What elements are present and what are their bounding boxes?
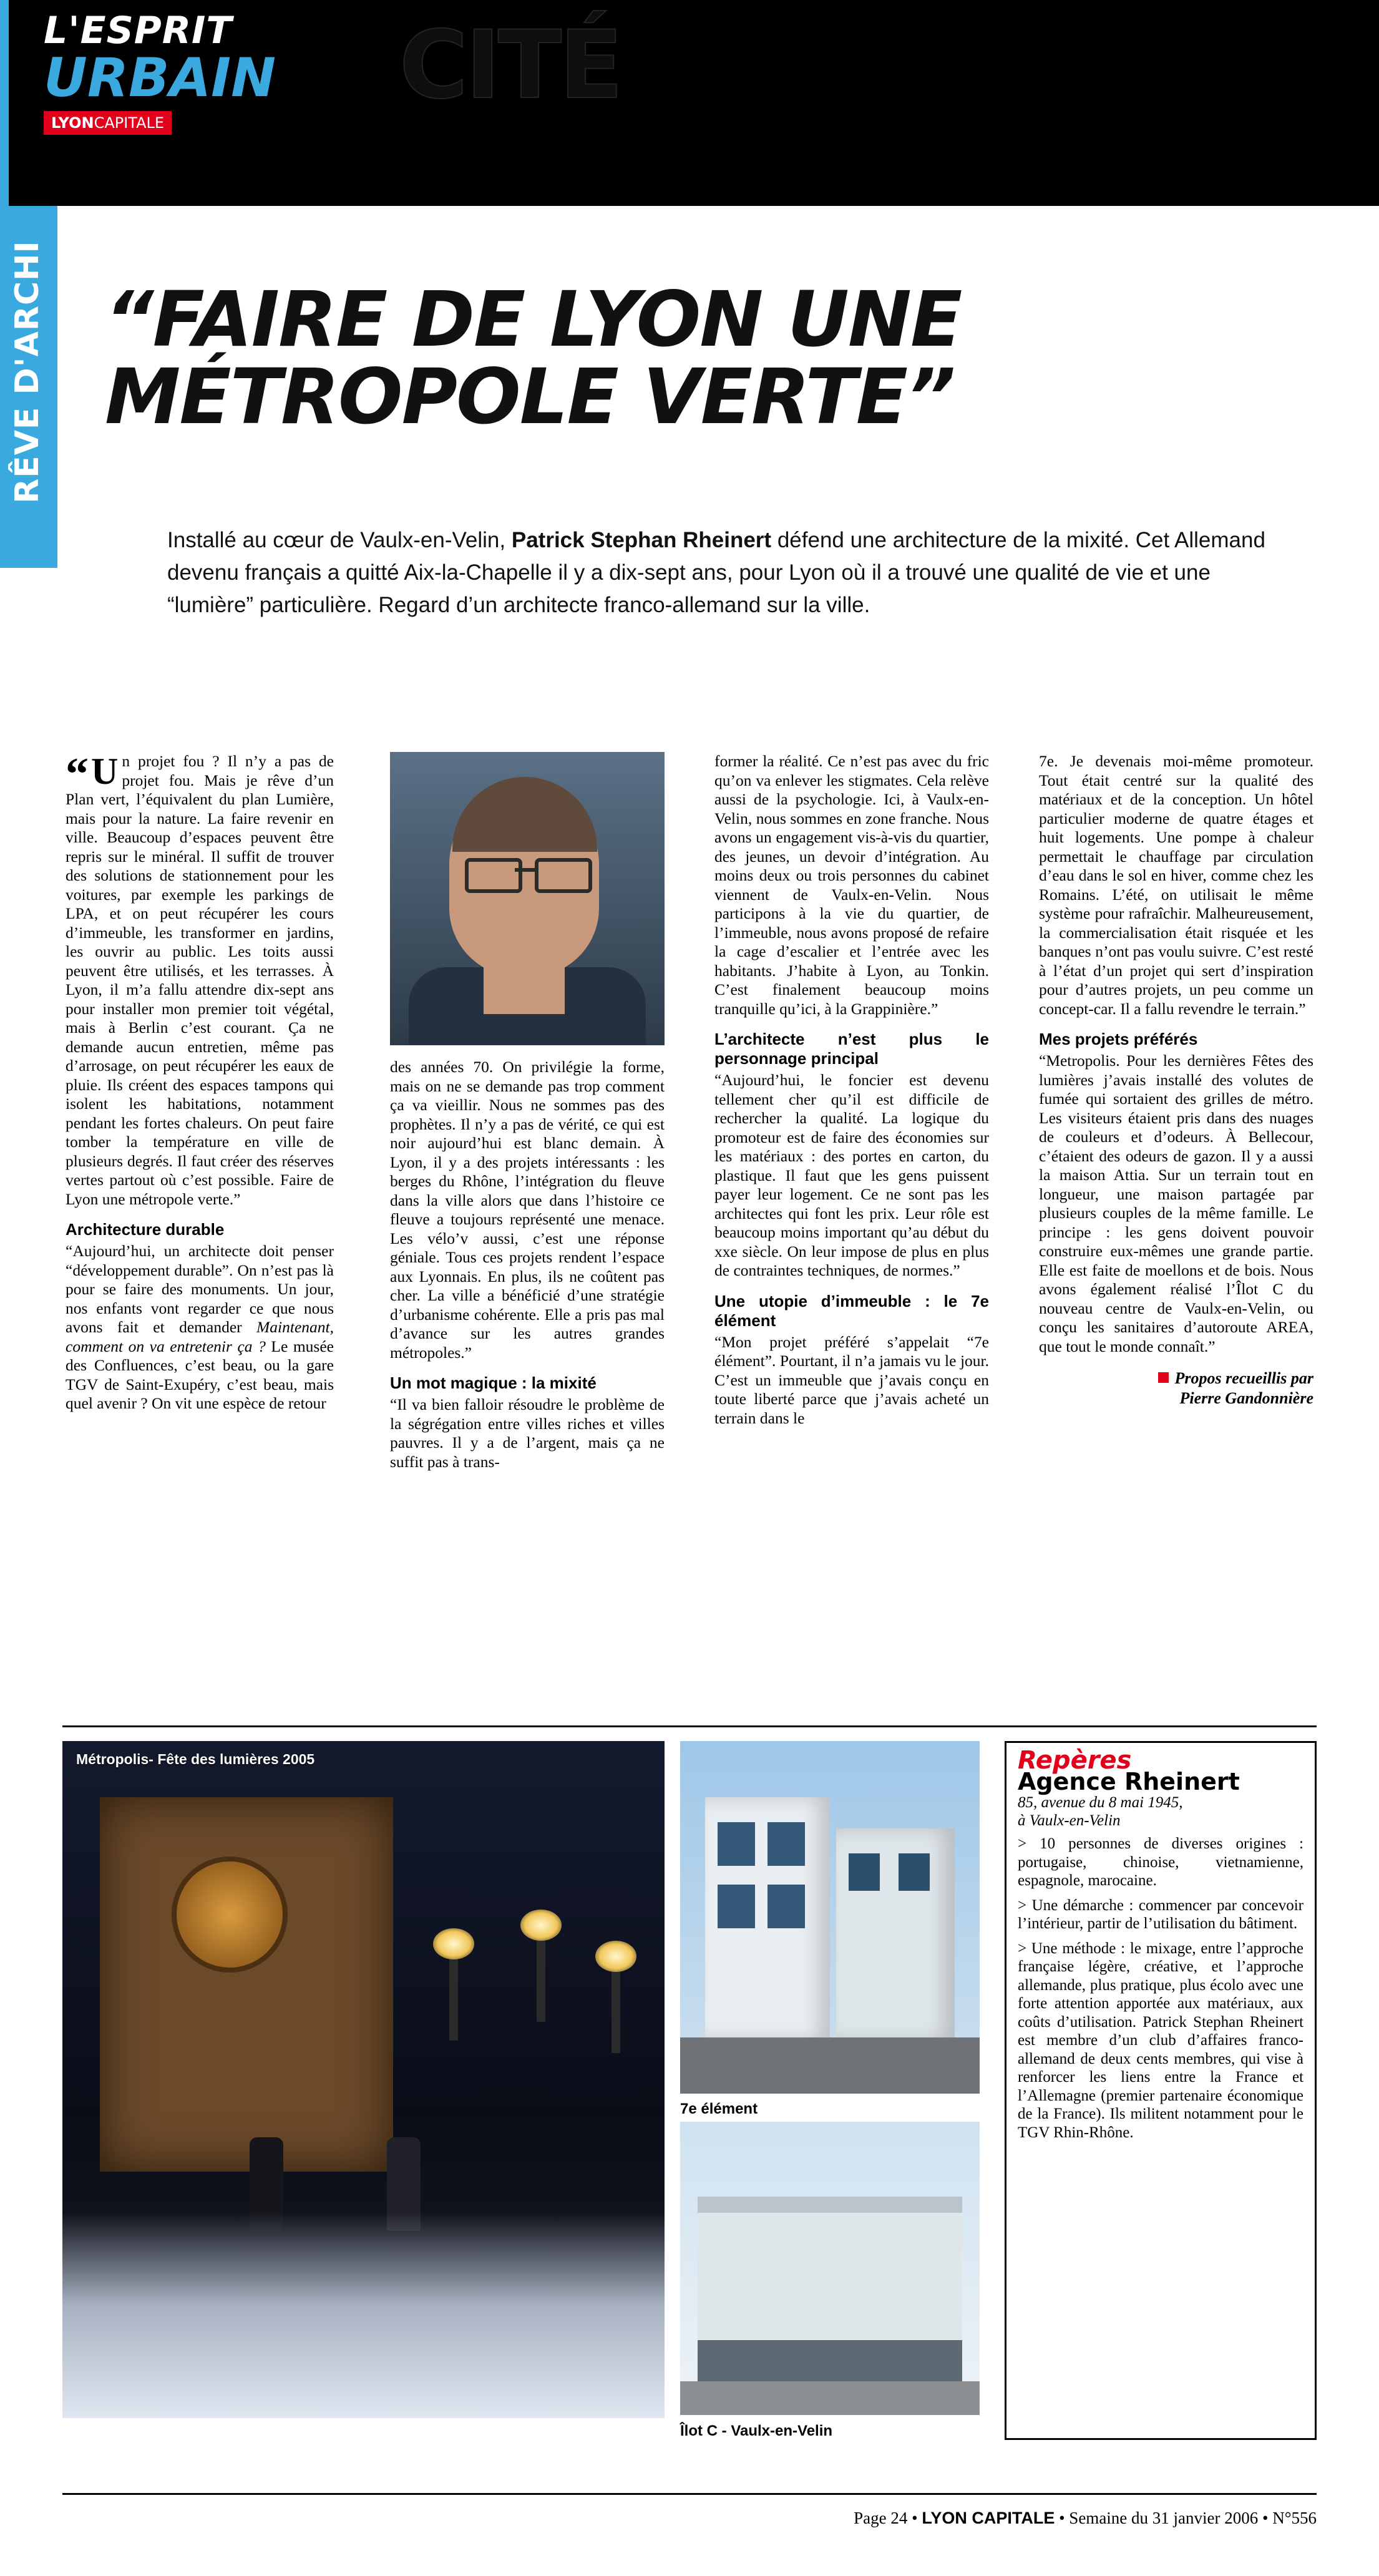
paragraph: former la réalité. Ce n’est pas avec du fric qu’on va enlever les stigmates. Cela relève aussi de la psychologie. Ici, à Vaulx-en-Velin, nous sommes en zone franche. Nous avons un engagement vis-à-vis du quartier, des jeunes, un devoir d’intégration. Au moins deux ou trois personnes du cabinet viennent de Vaulx-en-Velin. Nous participons à la vie du quartier, de l’immeuble, nous avons proposé de refaire la cage d’escalier et l’entrée avec les habitants. J’habite à Lyon, au Tonkin. C’est finalement beaucoup moins tranquille qu’ici, à la Grappinière.” [714, 752, 989, 1018]
column-3 [714, 752, 989, 1428]
photo-caption-7e-element: 7e élément [680, 2100, 758, 2117]
reperes-item: > Une méthode : le mixage, entre l’approche française légère, créative, et l’approche allemande, plus pratique, plus écolo avec une forte attention apportée aux matériaux, aux coûts d’utilisation. Patrick Stephan Rheinert est membre d’un club d’affaires franco-allemand de deux cents membres, qui vise à renforcer les liens entre la France et l’Allemagne (premier partenaire économique de la France). Ils militent notamment pour le TGV Rhin-Rhône. [1018, 1939, 1303, 2141]
column-1-opening [66, 749, 334, 1209]
paragraph-text-2: Le musée des Confluences, c’est beau, ou la gare TGV de Saint-Exupéry, c’est beau, mais quel avenir ? On vit une espèce de retour [66, 1337, 334, 1412]
masthead-blue-edge [0, 0, 9, 206]
photo-metropolis [62, 1741, 665, 2418]
subheading: Architecture durable [66, 1220, 225, 1239]
column-4 [1039, 752, 1313, 1408]
drop-cap: U [91, 751, 119, 792]
divider [62, 1725, 1317, 1727]
paragraph: “Metropolis. Pour les dernières Fêtes des lumières j’avais installé des volutes de fumée qui sortaient des grilles de métro. Les visiteurs étaient pris dans des nuages de couleurs et d’odeurs. À Bellecour, c’étaient des odeurs de gazon. Il y a aussi la maison Attia. Sur un terrain tout en longueur, une maison partagée par plusieurs couples de la même famille. Le principe : les gens doivent pouvoir construire eux-mêmes une grande partie. Elle est faite de moellons et de bois. Nous avons également réalisé l’Îlot C du nouveau centre de Vaulx-en-Velin, ou conçu les sanitaires d’autoroute AREA, que tout le monde connaît.” [1039, 1051, 1313, 1355]
reperes-title: Repères [1018, 1746, 1132, 1775]
standfirst-part2: défend une architecture de la mixité. Cet Allemand devenu français a quitté Aix-la-Chapelle il y a dix-sept ans, pour Lyon où il a trouvé une qualité de vie et une “lumière” particulière. Regard d’un architecte franco-allemand sur la ville. [167, 528, 1265, 617]
footer-page: Page 24 • [854, 2509, 922, 2527]
paragraph: 7e. Je devenais moi-même promoteur. Tout était centré sur la qualité des matériaux et de la conception. Un hôtel particulier moderne de quatre étages et huit logements. Une pompe à chaleur permettait le chauffage par circulation d’eau dans le sol en hiver, comme chez les Romains. L’été, on utilisait le même système pour rafraîchir. Malheureusement, la commercialisation était risquée et les banques n’ont pas voulu suivre. C’est resté à l’état d’un projet qui sert d’inspiration pour d’autres projets, un peu comme un concept-car. Il a fallu revendre le terrain.” [1039, 752, 1313, 1018]
standfirst-name: Patrick Stephan Rheinert [511, 528, 772, 552]
photo-7e-element [680, 1741, 980, 2094]
paragraph-text: “Aujourd’hui, un architecte doit penser “développement durable”. On n’est pas là pour se faire des monuments. Un jour, nos enfants vont regarder ce que nous avons fait et demander [66, 1242, 334, 1336]
sidebar-reperes [1005, 1741, 1317, 2440]
photo-caption-ilot-c: Îlot C - Vaulx-en-Velin [680, 2422, 833, 2439]
masthead-line1: L'ESPRIT [44, 9, 233, 52]
reperes-address-line2: à Vaulx-en-Velin [1018, 1812, 1121, 1829]
page-footer [0, 2509, 1379, 2528]
portrait-photo [390, 752, 665, 1045]
masthead-ghost-text: CITÉ [399, 11, 621, 120]
subheading: Un mot magique : la mixité [390, 1373, 597, 1392]
photo-caption-metropolis: Métropolis- Fête des lumières 2005 [76, 1751, 315, 1767]
byline [1039, 1368, 1313, 1408]
badge-brand: LYON [51, 114, 94, 132]
column-1 [66, 749, 334, 1413]
paragraph: “Aujourd’hui, le foncier est devenu tellement cher qu’il est difficile de rechercher la qualité. La logique du promoteur est de faire des économies sur les matériaux : des portes en carton, du plastique. Il faut que les gens puissent payer leur logement. Ce ne sont pas les architectes qui font les prix. Leur rôle est beaucoup moins important qu’au début du xxe siècle. On leur impose de plus en plus de contraintes techniques, de normes.” [714, 1071, 989, 1279]
article-columns [66, 749, 1313, 1700]
badge-suffix: CAPITALE [94, 114, 165, 132]
reperes-address [1018, 1793, 1303, 1830]
byline-line2: Pierre Gandonnière [1179, 1389, 1313, 1407]
footer-rest: • Semaine du 31 janvier 2006 • N°556 [1055, 2509, 1317, 2527]
subheading: Mes projets préférés [1039, 1030, 1198, 1048]
paragraph: “Mon projet préféré s’appelait “7e élément”. Pourtant, il n’a jamais vu le jour. C’est un immeuble que j’avais conçu en toute liberté parce que j’avais acheté un terrain dans le [714, 1332, 989, 1427]
section-rail [0, 206, 57, 568]
page-title: “FAIRE DE LYON UNE MÉTROPOLE VERTE” [105, 275, 962, 441]
reperes-address-line1: 85, avenue du 8 mai 1945, [1018, 1794, 1183, 1811]
footer-divider [62, 2493, 1317, 2495]
open-quote-mark: “ [66, 749, 89, 800]
reperes-item: > Une démarche : commencer par concevoir l’intérieur, partir de l’utilisation du bâtiment. [1018, 1896, 1303, 1932]
paragraph [66, 1242, 334, 1413]
section-rail-label: RÊVE D'ARCHI [9, 240, 46, 504]
paragraph: “Il va bien falloir résoudre le problème de la ségrégation entre villes riches et villes pauvres. Il y a de l’argent, mais ça ne suffit pas à trans- [390, 1395, 665, 1471]
column-2 [390, 1058, 665, 1471]
subheading: L’architecte n’est plus le personnage principal [714, 1030, 989, 1068]
masthead [0, 0, 1379, 206]
standfirst-part1: Installé au cœur de Vaulx-en-Velin, [167, 528, 512, 552]
paragraph-italic: Maintenant, comment on va entretenir ça ? [66, 1318, 334, 1355]
red-square-icon [1158, 1372, 1169, 1383]
paragraph: des années 70. On privilégie la forme, mais on ne se demande pas trop comment ça va vieillir. Nous ne sommes pas des prophètes. Il n’y a pas de vérité, ce qui est noir aujourd’hui est blanc demain. À Lyon, il y a des projets intéressants : les berges du Rhône, l’intégration du fleuve dans la ville alors que dans l’histoire ce fleuve a toujours représenté une menace. Les vélo’v aussi, c’est une réponse géniale. Tous ces projets rendent l’espace aux Lyonnais. En plus, ils ne coûtent pas cher. La ville a bénéficié d’une stratégie d’urbanisme cohérente. Elle a pris pas mal d’avance sur les autres grandes métropoles.” [390, 1058, 665, 1362]
subheading: Une utopie d’immeuble : le 7e élément [714, 1291, 989, 1330]
masthead-logo [44, 11, 276, 135]
photo-ilot-c [680, 2122, 980, 2415]
reperes-item: > 10 personnes de diverses origines : portugaise, chinoise, vietnamienne, espagnole, marocaine. [1018, 1835, 1303, 1889]
reperes-agency: Agence Rheinert [1018, 1767, 1240, 1795]
byline-line1: Propos recueillis par [1174, 1369, 1313, 1387]
standfirst [167, 524, 1297, 622]
masthead-line2: URBAIN [44, 47, 276, 109]
paragraph: n projet fou ? Il n’y a pas de projet fou. Mais je rêve d’un Plan vert, l’équivalent du plan Lumière, mais pour la nature. La faire revenir en ville. Beaucoup d’espaces peuvent être repris sur le minéral. Il suffit de trouver des solutions de stationnement pour les voitures, par exemple les parkings de LPA, et on peut récupérer les cours d’immeuble, les transformer en jardins, les ouvrir au public. Les toits aussi peuvent être utilisés, et les terrasses. À Lyon, il m’a fallu attendre dix-sept ans pour installer mon premier toit végétal, mais à Berlin c’est courant. Ça ne demande aucun entretien, même pas d’arrosage, on peut récupérer les eaux de pluie. Ils créent des espaces tampons qui isolent les habitations, notamment pendant les fortes chaleurs. On peut faire tomber la température en ville de plusieurs degrés. Il faut créer des réserves vertes partout où c’est possible. Faire de Lyon une métropole verte.” [66, 752, 334, 1208]
footer-brand: LYON CAPITALE [922, 2509, 1055, 2527]
masthead-badge [44, 111, 172, 135]
